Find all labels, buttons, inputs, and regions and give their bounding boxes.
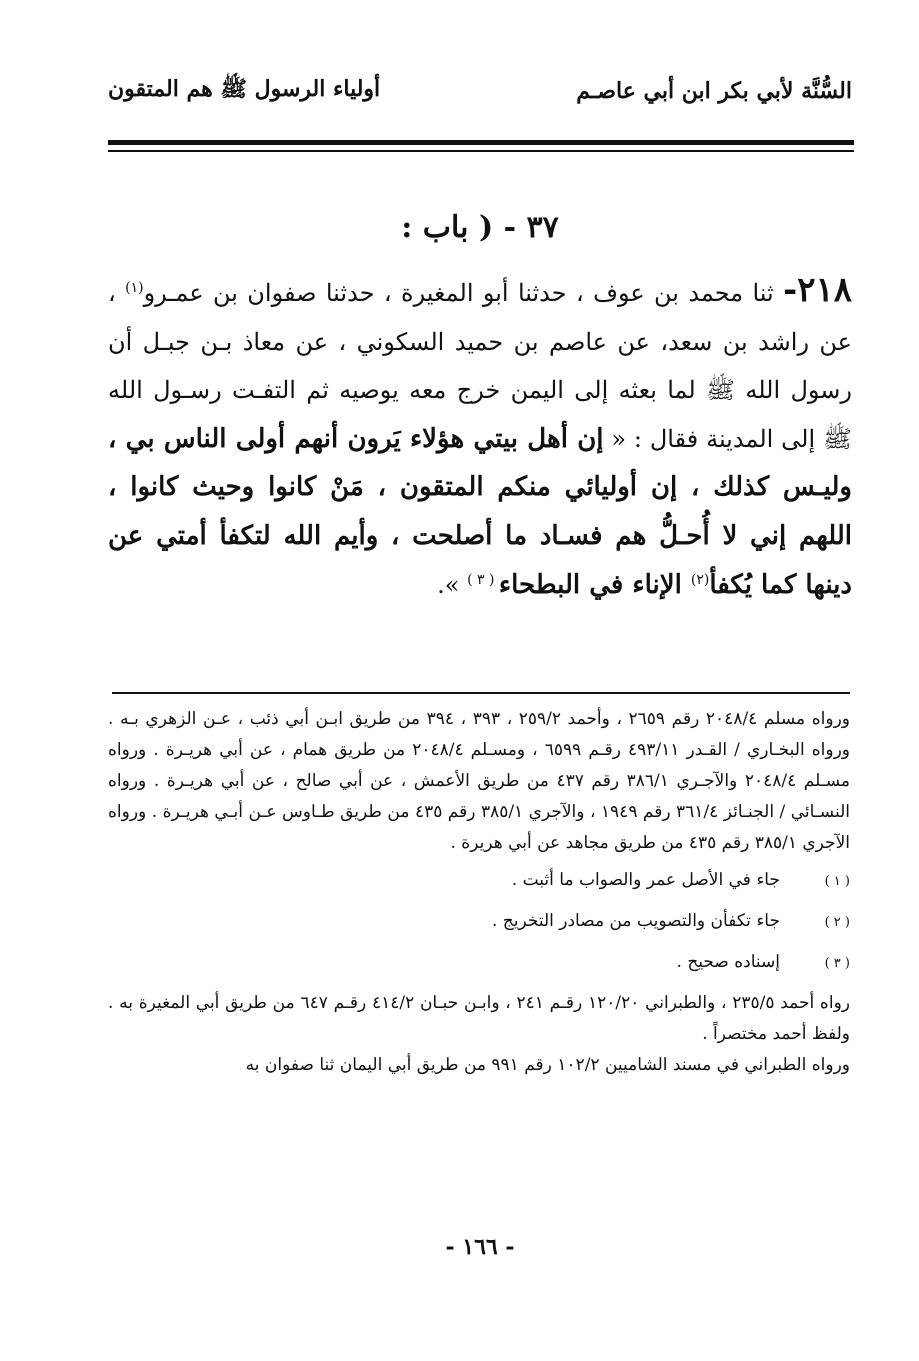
footnotes-block <box>108 704 850 1081</box>
header-book-title: السُّنَّة لأبي بكر ابن أبي عاصـم <box>576 78 852 104</box>
footnote-marker: ( ٣ ) <box>824 956 850 971</box>
hadith-number: ٢١٨- <box>783 270 853 310</box>
footnote-marker: ( ١ ) <box>824 874 850 889</box>
note-ref-3: ( ٣ ) <box>467 571 499 588</box>
footnote-item <box>108 865 850 906</box>
footnote-text: جاء تكفأن والتصويب من مصادر التخريج . <box>491 911 780 931</box>
footnote-text: جاء في الأصل عمر والصواب ما أثبت . <box>511 870 780 890</box>
footnote-item <box>108 906 850 947</box>
footnote-text: إسناده صحيح . <box>676 952 780 972</box>
page-number: - ١٦٦ - <box>445 1234 515 1260</box>
note-ref-2: (٢) <box>690 571 710 588</box>
hadith-isnad-2: ، عن راشد بن سعد، عن عاصم بن حميد السكوني ، عن معاذ بـن جبـل أن رسول الله ﷺ لما بعثه إلى اليمن خرج معه يوصيه ثم التفـت رسـول الله ﷺ إلى المدينة فقال : « <box>108 279 852 453</box>
note-ref-1: (١) <box>125 280 144 296</box>
hadith-closing: ». <box>437 570 468 599</box>
footnote-3-continuation-2: ورواه الطبراني في مسند الشاميين ١٠٢/٢ رقم ٩٩١ من طريق أبي اليمان ثنا صفوان به <box>245 1055 850 1075</box>
hadith-matn-1: إن أهل بيتي هؤلاء يَرون أنهم أولى الناس بي ، وليـس كذلك ، إن أوليائي منكم المتقون ، مَنْ كانوا وحيث كانوا ، اللهم إني لا أُحـلُّ هم فسـاد ما أصلحت ، وأيم الله لتكفأ أمتي عن دينها كما يُكفأ <box>108 423 852 600</box>
footnote-list <box>108 865 850 988</box>
hadith-isnad-1: ثنا محمد بن عوف ، حدثنا أبو المغيرة ، حدثنا صفوان بن عمـرو <box>143 279 784 307</box>
footnote-3-continuation: رواه أحمد ٢٣٥/٥ ، والطبراني ١٢٠/٢٠ رقـم ٢٤١ ، وابـن حبـان ٤١٤/٢ رقـم ٦٤٧ من طريق أبي المغيرة به . ولفظ أحمد مختصراً . <box>108 993 850 1044</box>
footnote-marker: ( ٢ ) <box>824 915 850 930</box>
hadith-matn-2: الإناء في البطحاء <box>498 569 691 600</box>
hadith-text <box>108 266 852 609</box>
takhrij-paragraph: ورواه مسلم ٢٠٤٨/٤ رقم ٢٦٥٩ ، وأحمد ٢٥٩/٢ ، ٣٩٣ ، ٣٩٤ من طريق ابـن أبي ذئب ، عـن الزهري بـه . ورواه البخـاري / القـدر ٤٩٣/١١ رقـم ٦٥٩٩ ، ومسـلم ٢٠٤٨/٤ من طريق همام ، عن أبي هريـرة . ورواه مسـلم ٢٠٤٨/٤ والآجـري ٣٨٦/١ رقم ٤٣٧ من طريق الأعمش ، عن أبي صالح ، عن أبي هريـرة . ورواه النسـائي / الجنـائز ٣٦١/٤ رقم ١٩٤٩ ، والآجري ٣٨٥/١ رقم ٤٣٥ من طريق طـاوس عـن أبـي هريـرة . ورواه الآجري ٣٨٥/١ رقم ٤٣٥ من طريق مجاهد عن أبي هريرة . <box>108 709 850 853</box>
header-rule-thick <box>108 140 854 145</box>
header-rule-thin <box>108 150 854 152</box>
chapter-heading: ٣٧ - ( باب : <box>401 210 559 245</box>
footnote-separator <box>112 692 850 694</box>
footnote-item <box>108 947 850 988</box>
running-header <box>108 68 852 114</box>
header-section-title: أولياء الرسول ﷺ هم المتقون <box>108 76 381 102</box>
